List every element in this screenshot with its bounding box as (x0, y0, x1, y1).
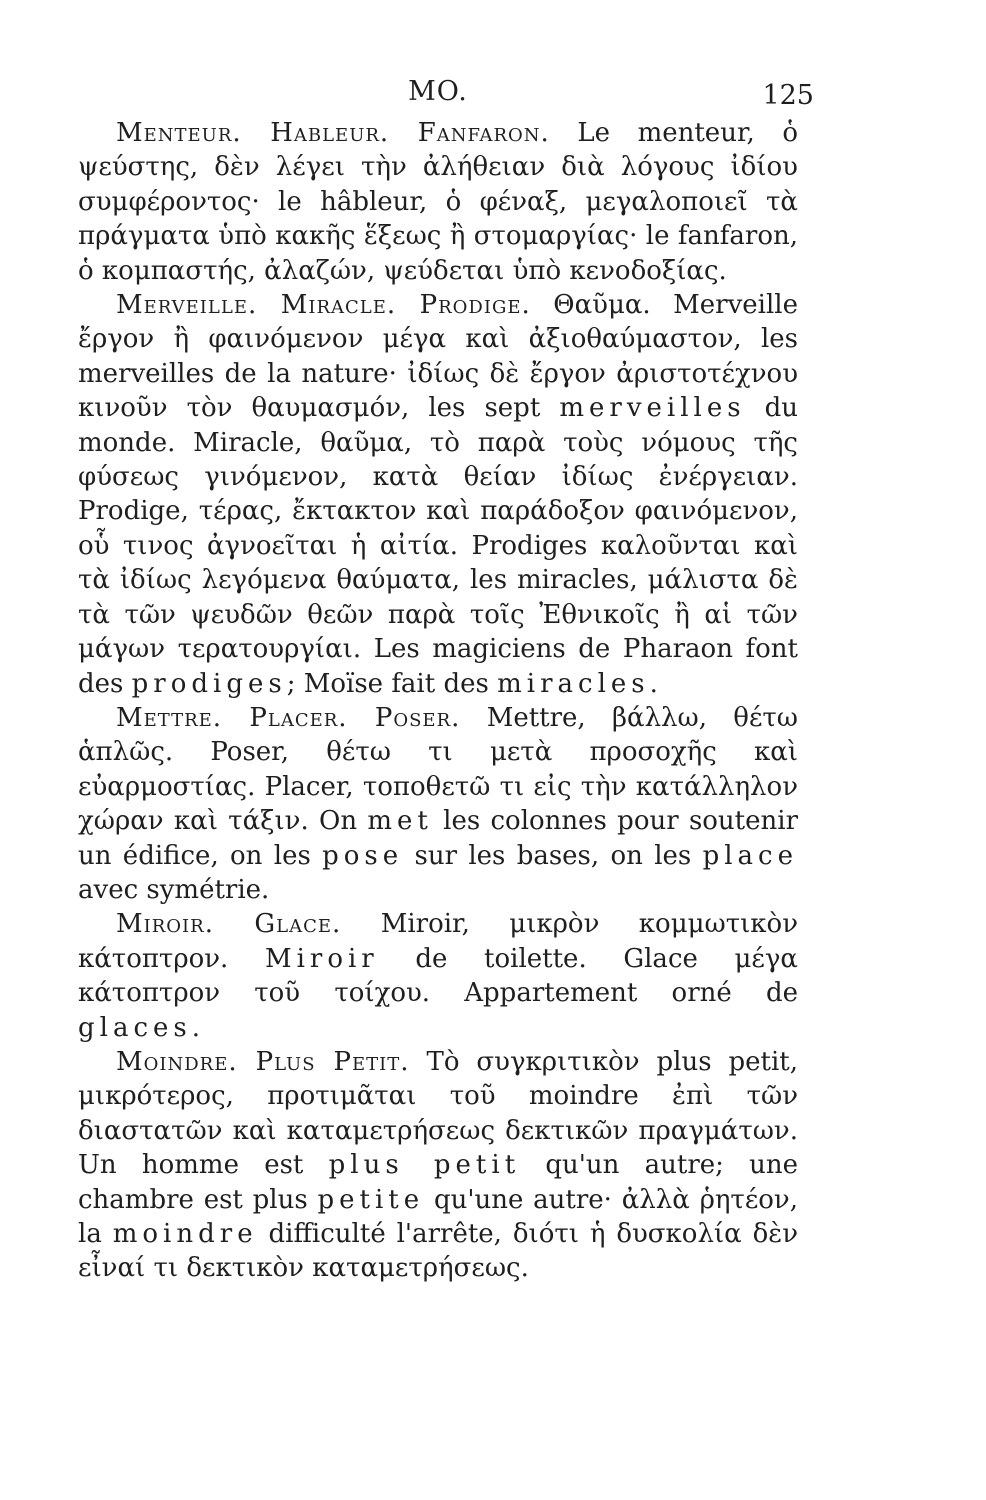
spaced-word: glaces (78, 1012, 192, 1043)
entry-headword: Menteur. Hableur. Fanfaron. (116, 118, 550, 148)
entry-text: ; Moïse fait des (286, 668, 489, 699)
spaced-word: prodiges (131, 668, 287, 699)
entry-headword: Merveille. Miracle. Prodige. (116, 290, 531, 321)
entry-text: . (649, 668, 658, 699)
spaced-word: met (367, 806, 433, 837)
running-head: MO. (408, 76, 468, 107)
entry-text: de toilette. Glace μέγα κάτοπτρον τοῦ τοίχου. Appartement orné de (78, 943, 798, 1009)
spaced-word: plus petit (328, 1150, 521, 1181)
entry-text: qu'une autre· ἀλλὰ ῥητέον, la (78, 1184, 799, 1249)
entry-headword: Moindre. Plus Petit. (116, 1046, 410, 1077)
spaced-word: place (702, 840, 799, 871)
spaced-word: merveilles (559, 393, 746, 424)
entry-moindre (78, 1045, 798, 1286)
page-header (78, 66, 814, 116)
entry-menteur (78, 116, 798, 288)
spaced-word: moindre (112, 1219, 258, 1249)
spaced-word: miracles (497, 668, 650, 699)
spaced-word: pose (322, 840, 404, 871)
entry-headword: Mettre. Placer. Poser. (116, 702, 461, 733)
entry-text: Mettre, βάλλω, θέτω ἁπλῶς. Poser, θέτω τι μετὰ προσοχῆς καὶ εὐαρμοστίας. Placer, τοποθετῶ τι εἰς τὴν κατάλληλον χώραν καὶ τάξιν. On (78, 702, 799, 837)
entry-mettre (78, 701, 798, 907)
entry-text: difficulté l'arrête, διότι ἡ δυσκολία δὲν εἶναί τι δεκτικὸν καταμετρήσεως. (78, 1219, 799, 1284)
entry-text: les colonnes pour soutenir un édifice, on les (78, 806, 799, 871)
entry-headword: Miroir. Glace. (116, 909, 342, 940)
entry-text: qu'un autre; une chambre est plus (78, 1150, 799, 1215)
entry-text: . (191, 1012, 201, 1043)
entry-miroir (78, 907, 798, 1045)
entry-text: Τὸ συγκριτικὸν plus petit, μικρότερος, προτιμᾶται τοῦ moindre ἐπὶ τῶν διαστατῶν καὶ καταμετρήσεως δεκτικῶν πραγμάτων. Un homme est (78, 1046, 798, 1181)
spaced-word: petite (317, 1184, 425, 1215)
book-page (78, 66, 814, 1286)
entry-text: Θαῦμα. Merveille ἔργον ἢ φαινόμενον μέγα καὶ ἀξιοθαύμαστον, les merveilles de la nature· ἰδίως δὲ ἔργον ἀριστοτέχνου κινοῦν τὸν θαυμασμόν, les sept (78, 290, 799, 424)
entry-text: avec symétrie. (78, 874, 270, 905)
entry-text: sur les bases, on les (414, 840, 692, 871)
entry-merveille (78, 288, 798, 701)
spaced-word: Miroir (264, 943, 379, 974)
entry-text: Le menteur, ὁ ψεύστης, δὲν λέγει τὴν ἀλήθειαν διὰ λόγους ἰδίου συμφέροντος· le hâbleur, ὁ φέναξ, μεγαλοποιεῖ τὰ πράγματα ὑπὸ κακῆς ἕξεως ἢ στομαργίας· le fanfaron, ὁ κομπαστής, ἀλαζών, ψεύδεται ὑπὸ κενοδοξίας. (78, 118, 798, 286)
entry-text: Miroir, μικρὸν κομμωτικὸν κάτοπτρον. (78, 909, 798, 974)
entry-text: du monde. Miracle, θαῦμα, τὸ παρὰ τοὺς νόμους τῆς φύσεως γινόμενον, κατὰ θείαν ἰδίως ἐνέργειαν. Prodige, τέρας, ἔκτακτον καὶ παράδοξον φαινόμενον, οὗ τινος ἀγνοεῖται ἡ αἰτία. Prodiges καλοῦνται καὶ τὰ ἰδίως λεγόμενα θαύματα, les miracles, μάλιστα δὲ τὰ τῶν ψευδῶν θεῶν παρὰ τοῖς Ἐθνικοῖς ἢ αἱ τῶν μάγων τερατουργίαι. Les magiciens de Pharaon font des (78, 393, 799, 699)
page-number: 125 (762, 80, 814, 111)
